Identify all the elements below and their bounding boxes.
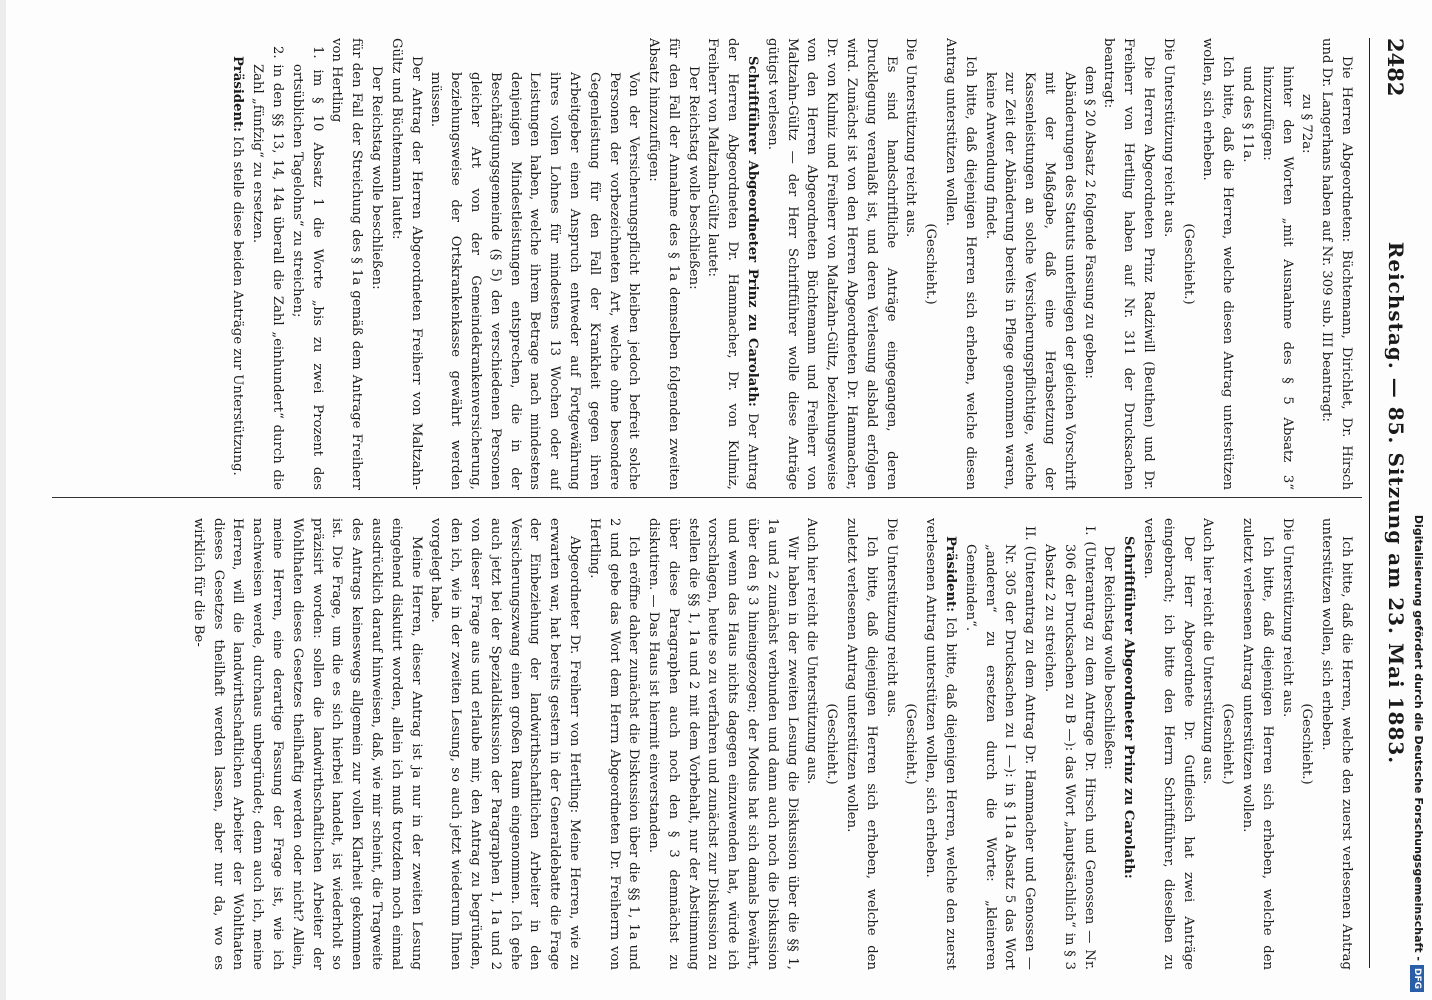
paragraph bbox=[1198, 518, 1218, 970]
speaker-lead: Schriftführer Abgeordneter Prinz zu Carolath: bbox=[1121, 536, 1137, 879]
paragraph bbox=[247, 38, 287, 490]
paragraph-text: Die Unterstützung reicht aus. bbox=[1279, 518, 1295, 718]
running-head: Reichstag. — 85. Sitzung am 23. Mai 1883. bbox=[1384, 241, 1408, 765]
paragraph-text: (Geschieht.) bbox=[923, 223, 939, 305]
paragraph-text: I. (Unterantrag zu dem Antrage Dr. Hirsch und Genossen — Nr. 306 der Drucksachen zu B —): das Wort „hauptsächlich“ in § 3 Absatz 2 zu streichen. bbox=[1042, 526, 1097, 970]
right-column bbox=[56, 518, 1356, 970]
paragraph-text: (Geschieht.) bbox=[824, 703, 840, 785]
paragraph bbox=[188, 518, 426, 970]
paragraph-text: Die Unterstützung reicht aus. bbox=[1160, 38, 1176, 238]
paragraph-text: (Geschieht.) bbox=[1180, 223, 1196, 305]
paragraph bbox=[366, 38, 386, 490]
paragraph bbox=[1079, 38, 1099, 490]
paragraph bbox=[327, 38, 367, 490]
paragraph bbox=[762, 38, 901, 490]
paragraph bbox=[1297, 518, 1317, 970]
paragraph-text: zu § 72a: bbox=[1299, 94, 1315, 154]
paragraph-text: Ich eröffne daher zunächst die Diskussion über die §§ 1, 1a und 2 und gebe das Wort dem Herrn Abgeordneten Dr. Freiherrn von Hertling. bbox=[586, 518, 642, 970]
paragraph-text: Meine Herren, dieser Antrag ist ja nur in der zweiten Lesung eingehend diskutirt worden, allein ich muß trotzdem noch einmal ausdrücklich darauf hinweisen, daß, wie mir scheint, die Tragweite des Antrags keineswegs allgemein zur vollen Klarheit gekommen ist. Die Frage, um die es sich hierbei handelt, ist wiederholt so präzisirt worden: sollen die landwirthschaftlichen Arbeiter der Wohlthaten dieses Gesetzes theilhaftig werden oder nicht? Allein, meine Herren, eine derartige Fassung der Frage ist, wie ich nachweisen werde, durchaus unbegründet; denn auch ich, meine Herren, will die landwirthschaftlichen Arbeiter der Wohlthaten dieses Gesetzes theilhaft werden lassen, aber nur da, wo es wirklich für die Be- bbox=[190, 518, 424, 970]
paragraph bbox=[1237, 518, 1277, 970]
paragraph-text: Der Reichstag wolle beschließen: bbox=[685, 66, 701, 290]
paragraph bbox=[1257, 38, 1297, 490]
paragraph bbox=[920, 38, 940, 490]
paragraph bbox=[228, 38, 248, 490]
paragraph-text: Ich bitte, daß diejenigen Herren sich erheben, welche diesen Antrag unterstützen wollen. bbox=[943, 38, 978, 490]
paragraph-text: Es sind handschriftliche Anträge eingegangen, deren Drucklegung veranlaßt ist, und deren Verlesung alsbald erfolgen wird. Zunächst ist von den Herren Abgeordneten Dr. Hammacher, Dr. von Kulmiz und Freiherr von Maltzahn-Gültz, beziehungsweise von den Herren Abgeordneten Büchtemann und Freiherr von Maltzahn-Gültz — der Herr Schriftführer wolle diese Anträge gütigst verlesen. bbox=[764, 38, 899, 490]
paragraph-text: Auch hier reicht die Unterstützung aus. bbox=[1200, 518, 1216, 785]
paragraph-text: II. (Unterantrag zu dem Antrag Dr. Hammacher und Genossen — Nr. 305 der Drucksachen zu I —): in § 11a Absatz 5 das Wort „anderen“ zu ersetzen durch die Worte: „kleineren Gemeinden“. bbox=[962, 526, 1038, 970]
paragraph bbox=[643, 38, 683, 490]
paragraph bbox=[802, 518, 822, 970]
page-number: 2482 bbox=[1383, 38, 1408, 97]
paragraph-text: Die Unterstützung reicht aus. bbox=[883, 518, 899, 718]
paragraph-text: Abänderungen des Statuts unterliegen der gleichen Vorschrift mit der Maßgabe, daß eine Herabsetzung der Kassenleistungen an solche Versicherungspflichtige, welche zur Zeit der Abänderung bereits in Pflege genommen waren, keine Anwendung findet. bbox=[982, 72, 1077, 490]
paragraph bbox=[901, 518, 921, 970]
paragraph-text: Die Herren Abgeordneten Prinz Radziwill (Beuthen) und Dr. Freiherr von Hertling haben auf Nr. 311 der Drucksachen beantragt: bbox=[1101, 38, 1157, 490]
paragraph bbox=[584, 518, 643, 970]
paragraph-text: Auch hier reicht die Unterstützung aus. bbox=[804, 518, 820, 785]
paragraph bbox=[1178, 38, 1198, 490]
paragraph-text: Ich bitte, daß die Herren, welche diesen Antrag unterstützen wollen, sich erheben. bbox=[1200, 38, 1236, 490]
paragraph bbox=[1158, 38, 1178, 490]
paragraph bbox=[881, 518, 901, 970]
paragraph bbox=[1039, 518, 1098, 970]
paragraph-text: Ich bitte, daß diejenigen Herren sich erheben, welche den zuletzt verlesenen Antrag unterstützen wollen. bbox=[844, 518, 879, 970]
paragraph bbox=[643, 518, 801, 970]
speaker-lead: Präsident: bbox=[943, 536, 959, 613]
paragraph bbox=[386, 38, 426, 490]
paragraph-text: Ich bitte, daß diejenigen Herren, welche den zuerst verlesenen Antrag unterstützen wollen, sich erheben. bbox=[923, 518, 959, 970]
left-column bbox=[56, 38, 1356, 490]
paragraph-text: Ich bitte, daß diejenigen Herren sich erheben, welche den zuletzt verlesenen Antrag unterstützen wollen. bbox=[1240, 518, 1275, 970]
paragraph-text: Der Herr Abgeordnete Dr. Gutfleisch hat zwei Anträge eingebracht; ich bitte den Herrn Schriftführer, dieselben zu verlesen. bbox=[1141, 518, 1196, 970]
paragraph-text: für den Fall der Streichung des § 1a gemäß dem Antrage Freiherr von Hertling bbox=[329, 38, 365, 490]
paragraph-text: Ich bitte, daß die Herren, welche den zuerst verlesenen Antrag unterstützen wollen, sich erheben. bbox=[1319, 518, 1354, 970]
paragraph-text: Der Reichstag wolle beschließen: bbox=[368, 66, 384, 290]
paragraph bbox=[1237, 38, 1257, 490]
paragraph-text: Abgeordneter Dr. Freiherr von Hertling: Meine Herren, wie zu erwarten war, hat bereits gestern in der Generaldebatte die Frage der Einbeziehung der landwirthschaftlichen Arbeiter in den Versicherungszwang einen großen Raum eingenommen. Ich gehe auch jetzt bei der Spezialdiskussion der Paragraphen 1, 1a und 2 von dieser Frage aus und erlaube mir, den Antrag zu begründen, den ich, wie in der zweiten Lesung, so auch jetzt wiederum Ihnen vorgelegt habe. bbox=[428, 518, 582, 970]
paragraph-text: Der Antrag der Herren Abgeordneten Dr. Hammacher, Dr. von Kulmiz, Freiherr von Maltzahn-Gültz lautet: bbox=[705, 38, 761, 490]
paragraph bbox=[703, 38, 762, 490]
rotated-page-content bbox=[32, 0, 1432, 1000]
paragraph bbox=[901, 38, 921, 490]
paragraph-text: (Geschieht.) bbox=[1299, 703, 1315, 785]
paragraph-text: hinter den Worten „mit Ausnahme des § 5 Absatz 3“ hinzuzufügen: bbox=[1259, 66, 1295, 490]
paragraph bbox=[821, 518, 841, 970]
paragraph-text: Die Herren Abgeordneten: Büchtemann, Dirichlet, Dr. Hirsch und Dr. Langerhans haben auf Nr. 309 sub. III beantragt: bbox=[1319, 38, 1354, 490]
paragraph bbox=[1099, 518, 1119, 970]
paragraph-text: 1. im § 10 Absatz 1 die Worte „bis zu zwei Prozent des ortsüblichen Tagelohns“ zu streichen; bbox=[289, 46, 325, 490]
paragraph-text: (Geschieht.) bbox=[903, 703, 919, 785]
paragraph bbox=[1277, 518, 1297, 970]
paragraph bbox=[920, 518, 960, 970]
paragraph bbox=[1198, 38, 1238, 490]
paragraph-text: 2. in den §§ 13, 14, 14a überall die Zahl „einhundert“ durch die Zahl „fünfzig“ zu ersetzen. bbox=[250, 46, 285, 490]
paragraph-text: Ich stelle diese beiden Anträge zur Unterstützung. bbox=[230, 132, 246, 476]
paragraph bbox=[960, 518, 1039, 970]
paragraph bbox=[426, 518, 584, 970]
paragraph bbox=[1297, 38, 1317, 490]
footer-strip bbox=[1404, 0, 1432, 1000]
funding-notice bbox=[1404, 0, 1432, 1000]
paragraph bbox=[940, 38, 980, 490]
paragraph bbox=[683, 38, 703, 490]
paragraph bbox=[287, 38, 327, 490]
paragraph-text: dem § 20 Absatz 2 folgende Fassung zu geben: bbox=[1081, 66, 1097, 379]
paragraph-text: für den Fall der Annahme des § 1a demselben folgenden zweiten Absatz hinzuzufügen: bbox=[646, 38, 681, 490]
speaker-lead: Präsident: bbox=[230, 56, 246, 133]
paragraph-text: und des § 11a. bbox=[1240, 66, 1256, 163]
scan-edge bbox=[0, 0, 6, 1000]
paragraph-text: Wir haben in der zweiten Lesung die Diskussion über die §§ 1, 1a und 2 zunächst verbunden und dann auch noch die Diskussion über den § 3 hineingezogen; der Modus hat sich damals bewährt, und wenn das Haus nichts dagegen einzuwenden hat, würde ich vorschlagen, heute so zu verfahren und zunächst zur Diskussion zu stellen die §§ 1, 1a und 2 mit dem Vorbehalt, nur der Abstimmung über diese Paragraphen auch noch den § 3 demnächst zu diskutiren. — Das Haus ist hiermit einverstanden. bbox=[646, 518, 800, 970]
column-divider bbox=[52, 497, 1362, 498]
paragraph bbox=[426, 38, 644, 490]
paragraph-text: (Geschieht.) bbox=[1220, 703, 1236, 785]
paragraph bbox=[1316, 518, 1356, 970]
paragraph bbox=[980, 38, 1079, 490]
paragraph bbox=[1217, 518, 1237, 970]
paragraph bbox=[1118, 518, 1138, 970]
paragraph-text: Der Antrag der Herren Abgeordneten Freiherr von Maltzahn-Gültz und Büchtemann lautet: bbox=[388, 38, 424, 490]
dfg-logo: DFG bbox=[1410, 965, 1424, 992]
paragraph-text: Von der Versicherungspflicht bleiben jedoch befreit solche Personen der vorbezeichneten Art, welche ohne besondere Gegenleistung für den Fall der Krankheit gegen ihren Arbeitgeber einen Anspruch entweder auf Fortgewährung ihres vollen Lohnes für mindestens 13 Wochen oder auf Leistungen haben, welche ihrem Betrage nach mindestens denjenigen Mindestleistungen entsprechen, die in der Beschäftigungsgemeinde (§ 5) den verschiedenen Personen gleicher Art von der Gemeindekrankenversicherung, beziehungsweise der Ortskrankenkasse gewährt werden müssen. bbox=[428, 72, 642, 490]
funding-text: Digitalisierung gefördert durch die Deutsche Forschungsgemeinschaft - bbox=[1412, 514, 1425, 961]
paragraph bbox=[1316, 38, 1356, 490]
paragraph-text: Die Unterstützung reicht aus. bbox=[903, 38, 919, 238]
paragraph bbox=[1138, 518, 1197, 970]
speaker-lead: Schriftführer Abgeordneter Prinz zu Carolath: bbox=[745, 56, 761, 407]
paragraph bbox=[841, 518, 881, 970]
paragraph-text: Der Reichstag wolle beschließen: bbox=[1101, 546, 1117, 770]
paragraph bbox=[1099, 38, 1158, 490]
